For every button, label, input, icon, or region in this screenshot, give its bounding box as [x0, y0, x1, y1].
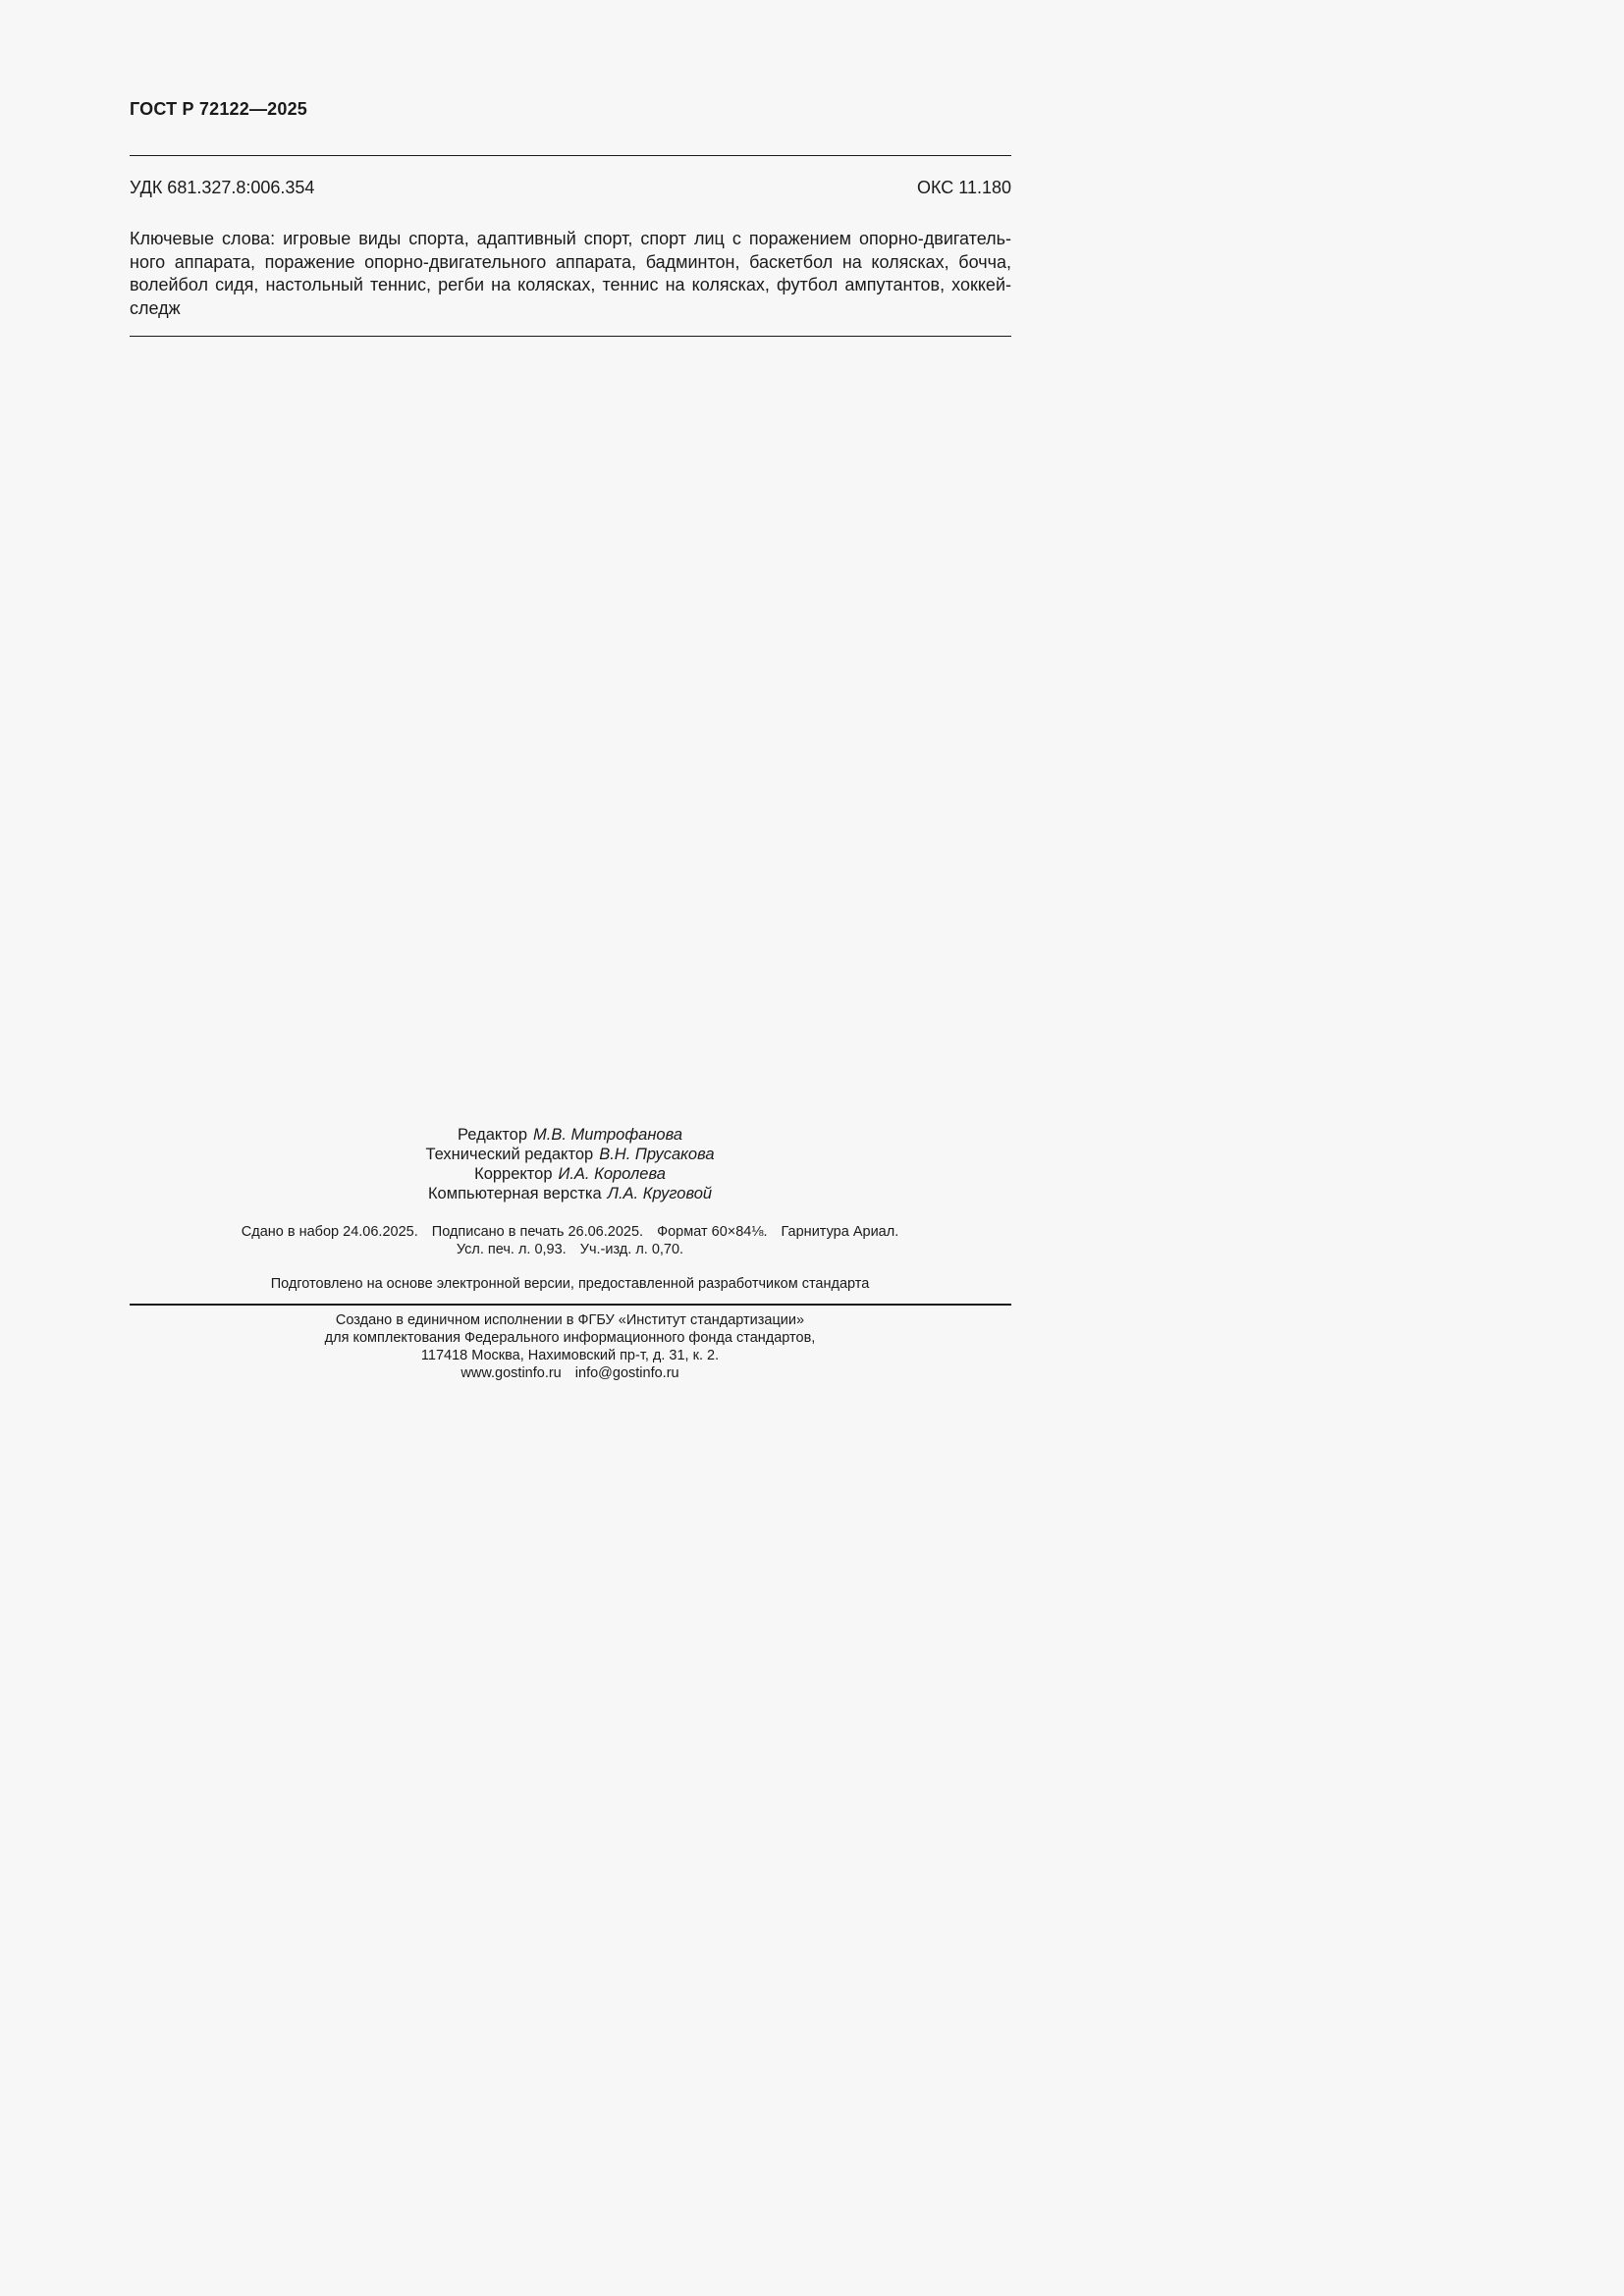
publisher-sheets: Уч.-изд. л. 0,70. — [579, 1242, 684, 1257]
print-info-line-1 — [0, 1223, 1140, 1241]
publisher-contacts — [0, 1364, 1140, 1382]
staff-role: Технический редактор — [425, 1146, 594, 1163]
publisher-divider — [130, 1304, 1011, 1306]
print-sheets: Усл. печ. л. 0,93. — [456, 1242, 567, 1257]
print-info — [0, 1223, 1140, 1258]
publisher-address: 117418 Москва, Нахимовский пр-т, д. 31, к. 2. — [420, 1348, 720, 1363]
staff-name: Л.А. Круговой — [607, 1185, 713, 1202]
document-page — [0, 0, 1089, 1539]
publisher-line-1: Создано в единичном исполнении в ФГБУ «Институт стандартизации» — [335, 1312, 805, 1328]
staff-role: Компьютерная верстка — [427, 1185, 602, 1202]
submitted-date: Сдано в набор 24.06.2025. — [241, 1224, 418, 1240]
keywords-divider — [130, 336, 1011, 337]
staff-editor — [0, 1125, 1140, 1145]
prepared-note: Подготовлено на основе электронной версии, предоставленной разработчиком стандарта — [270, 1276, 870, 1292]
keywords-paragraph: Ключевые слова: игровые виды спорта, адаптивный спорт, спорт лиц с поражением опорно-двигатель-ного аппарата, поражение опорно-двигательного аппарата, бадминтон, баскетбол на колясках, бочча, волейбол сидя, настольный теннис, регби на колясках, теннис на колясках, футбол ампутантов, хоккей-следж — [130, 229, 1011, 318]
oks-code: ОКС 11.180 — [916, 178, 1011, 197]
udk-code: УДК 681.327.8:006.354 — [130, 178, 315, 197]
email-link[interactable]: info@gostinfo.ru — [574, 1365, 679, 1381]
website-link[interactable]: www.gostinfo.ru — [460, 1365, 562, 1381]
staff-name: И.А. Королева — [558, 1165, 666, 1183]
classification-row — [130, 178, 1011, 198]
top-divider — [130, 155, 1011, 156]
staff-role: Редактор — [457, 1126, 528, 1144]
standard-number: ГОСТ Р 72122—2025 — [130, 99, 308, 119]
staff-layout — [0, 1184, 1140, 1203]
print-info-line-2 — [0, 1241, 1140, 1258]
typeface: Гарнитура Ариал. — [781, 1224, 899, 1240]
staff-technical-editor — [0, 1145, 1140, 1164]
print-format: Формат 60×84⅛. — [657, 1224, 768, 1240]
staff-name: М.В. Митрофанова — [533, 1126, 682, 1144]
editorial-staff — [0, 1125, 1140, 1203]
staff-proofreader — [0, 1164, 1140, 1184]
publisher-line-2: для комплектования Федерального информационного фонда стандартов, — [324, 1330, 816, 1346]
publisher-block — [0, 1311, 1140, 1382]
signed-date: Подписано в печать 26.06.2025. — [431, 1224, 644, 1240]
staff-role: Корректор — [474, 1165, 553, 1183]
staff-name: В.Н. Прусакова — [599, 1146, 715, 1163]
